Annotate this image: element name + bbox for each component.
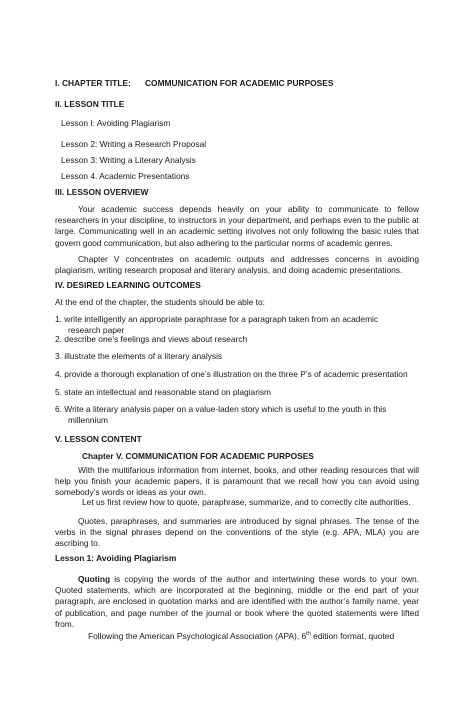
lesson-item-3: Lesson 3: Writing a Literary Analysis: [61, 155, 196, 165]
outcome-item: 6. Write a literary analysis paper on a value-laden story which is useful to the youth in this: [55, 404, 387, 414]
lesson-title-heading: II. LESSON TITLE: [55, 99, 125, 109]
outcome-item: 4. provide a thorough explanation of one’s illustration on the three P’s of academic presentation: [55, 369, 408, 379]
content-paragraph-1b: Let us first review how to quote, paraphrase, summarize, and to correctly cite authorities.: [82, 497, 411, 507]
quoting-paragraph: [55, 574, 419, 630]
lesson-item-2: Lesson 2: Writing a Research Proposal: [61, 139, 207, 149]
outcome-item: 2. describe one’s feelings and views about research: [55, 334, 248, 344]
quoting-term: Quoting: [78, 574, 111, 584]
apa-superscript: th: [306, 631, 311, 638]
outcomes-heading: IV. DESIRED LEARNING OUTCOMES: [55, 280, 201, 290]
outcome-item: 1. write intelligently an appropriate paraphrase for a paragraph taken from an academic: [55, 314, 379, 324]
outcomes-intro: At the end of the chapter, the students should be able to:: [55, 297, 265, 307]
lesson-1-heading: Lesson 1: Avoiding Plagiarism: [55, 553, 177, 563]
apa-text-start: Following the American Psychological Association (APA), 6: [88, 631, 307, 641]
outcome-item: 3. illustrate the elements of a literary analysis: [55, 351, 223, 361]
apa-paragraph-start: [88, 631, 394, 642]
chapter-v-heading: Chapter V. COMMUNICATION FOR ACADEMIC PURPOSES: [82, 451, 314, 461]
content-paragraph-2: Quotes, paraphrases, and summaries are introduced by signal phrases. The tense of the verbs in the signal phrases depend on the conventions of the style (e.g. APA, MLA) you are ascribing to.: [55, 516, 419, 549]
lesson-content-heading: V. LESSON CONTENT: [55, 434, 142, 444]
chapter-title-value: COMMUNICATION FOR ACADEMIC PURPOSES: [145, 78, 334, 88]
lesson-overview-heading: III. LESSON OVERVIEW: [55, 187, 149, 197]
outcome-item-continued: research paper: [68, 325, 125, 335]
lesson-item-4: Lesson 4. Academic Presentations: [61, 171, 190, 181]
chapter-title-label: I. CHAPTER TITLE:: [55, 78, 131, 88]
overview-paragraph-1: Your academic success depends heavily on your ability to communicate to fellow researchers in your discipline, to instructors in your department, and perhaps even to the public at large. Communicating well in an academic setting involves not only following the basic rules that govern good communication, but also adhering to the particular norms of academic genres.: [55, 204, 419, 248]
lesson-item-1: Lesson I: Avoiding Plagiarism: [61, 118, 171, 128]
content-paragraph-1: With the multifarious information from internet, books, and other reading resources that will help you finish your academic papers, it is paramount that we recall how you can avoid using somebody’s words or ideas as your own.: [55, 465, 419, 498]
quoting-text: is copying the words of the author and intertwining these words to your own. Quoted statements, which are incorporated at the beginning, middle or the end part of your paragraph, are enclosed in quotation marks and are identified with the author’s family name, year of publication, and page number of the journal or book where the quoted statements were lifted from.: [55, 574, 419, 629]
overview-paragraph-2: Chapter V concentrates on academic outputs and addresses concerns in avoiding plagiarism, writing research proposal and literary analysis, and doing academic presentations.: [55, 254, 419, 276]
outcome-item: 5. state an intellectual and reasonable stand on plagiarism: [55, 387, 272, 397]
outcome-item-continued: millennium: [68, 415, 109, 425]
apa-text-end: edition format, quoted: [310, 631, 395, 641]
